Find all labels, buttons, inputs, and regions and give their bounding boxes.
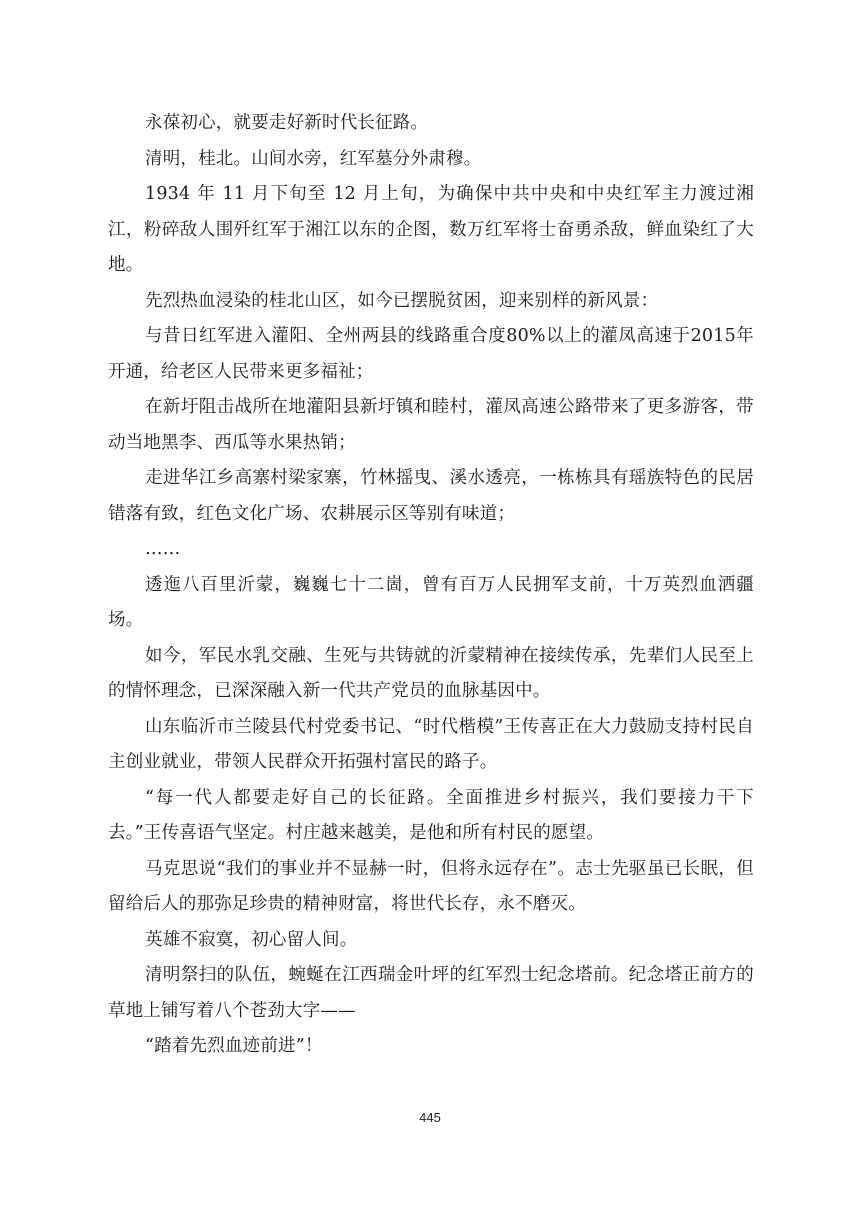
paragraph: 清明，桂北。山间水旁，红军墓分外肃穆。 (145, 148, 482, 169)
paragraph: 先烈热血浸染的桂北山区，如今已摆脱贫困，迎来别样的新风景： (145, 290, 659, 311)
page-number: 445 (419, 1110, 441, 1125)
paragraph: 与昔日红军进入灌阳、全州两县的线路重合度80%以上的灌凤高速于2015年开通，给老区人民带来更多福祉； (108, 326, 754, 382)
paragraph: 如今，军民水乳交融、生死与共铸就的沂蒙精神在接续传承，先辈们人民至上的情怀理念，已深深融入新一代共产党员的血脉基因中。 (108, 645, 754, 701)
paragraph: 山东临沂市兰陵县代村党委书记、“时代楷模”王传喜正在大力鼓励支持村民自主创业就业，带领人民群众开拓强村富民的路子。 (108, 716, 754, 772)
paragraph: 走进华江乡高寨村梁家寨，竹林摇曳、溪水透亮，一栋栋具有瑶族特色的民居错落有致，红色文化广场、农耕展示区等别有味道； (108, 468, 754, 524)
paragraph: “踏着先烈血迹前进”！ (145, 1036, 323, 1056)
paragraph: 在新圩阻击战所在地灌阳县新圩镇和睦村，灌凤高速公路带来了更多游客，带动当地黑李、西瓜等水果热销； (108, 397, 754, 453)
paragraph: 1934 年 11 月下旬至 12 月上旬，为确保中共中央和中央红军主力渡过湘江，粉碎敌人围歼红军于湘江以东的企图，数万红军将士奋勇杀敌，鲜血染红了大地。 (108, 184, 754, 275)
ellipsis-paragraph: …… (145, 539, 181, 559)
paragraph: “每一代人都要走好自己的长征路。全面推进乡村振兴，我们要接力干下去。”王传喜语气坚定。村庄越来越美，是他和所有村民的愿望。 (108, 787, 754, 843)
paragraph: 清明祭扫的队伍，蜿蜒在江西瑞金叶坪的红军烈士纪念塔前。纪念塔正前方的草地上铺写着八个苍劲大字—— (108, 965, 754, 1021)
paragraph: 马克思说“我们的事业并不显赫一时，但将永远存在”。志士先驱虽已长眠，但留给后人的那弥足珍贵的精神财富，将世代长存，永不磨灭。 (108, 858, 754, 914)
document-body (108, 106, 754, 1065)
paragraph: 永葆初心，就要走好新时代长征路。 (145, 113, 429, 133)
paragraph: 英雄不寂寞，初心留人间。 (145, 929, 358, 950)
paragraph: 透迤八百里沂蒙，巍巍七十二崮，曾有百万人民拥军支前，十万英烈血洒疆场。 (108, 574, 754, 630)
